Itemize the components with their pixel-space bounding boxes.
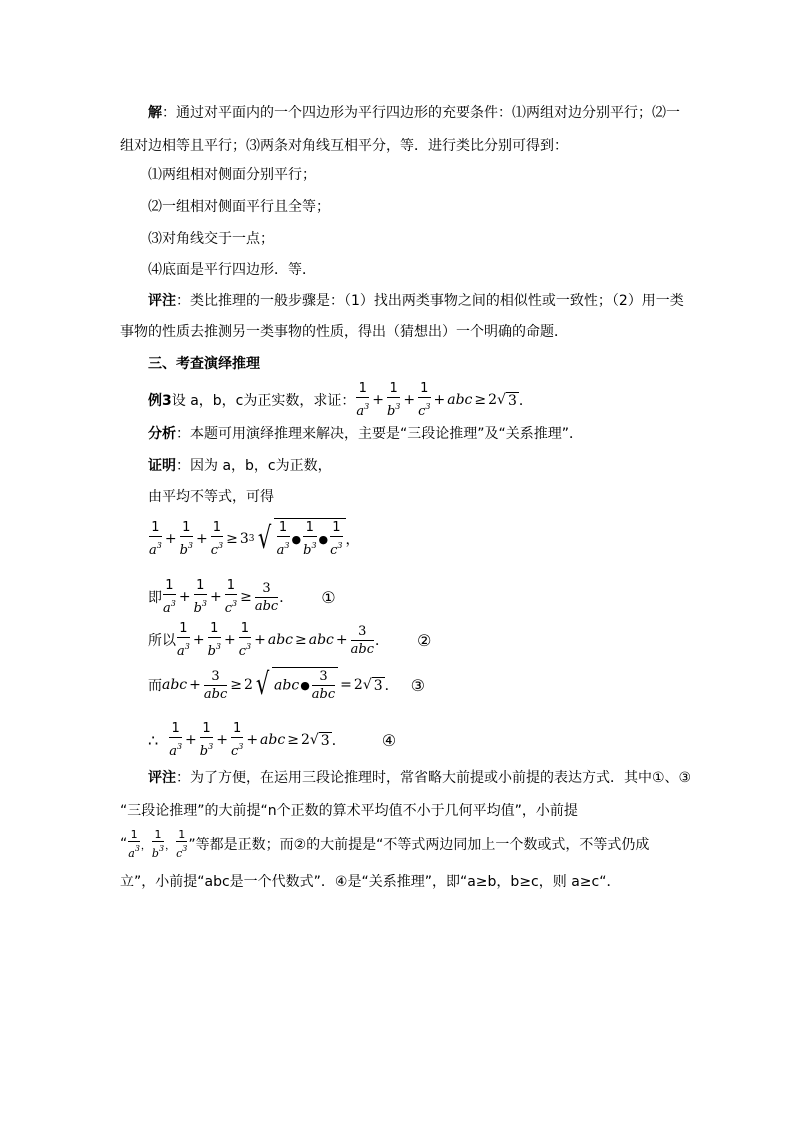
period: ．	[518, 393, 533, 409]
comma: ，	[140, 840, 151, 852]
tag-1: ①	[321, 587, 336, 607]
comma: ，	[345, 531, 360, 548]
frac-1-b3: $\frac{1}{b^3}$	[151, 828, 165, 860]
frac-1-a3: $\frac{1}{a^3}$	[163, 578, 176, 616]
solution-text-1: ：通过对平面内的一个四边形为平行四边形的充要条件：⑴两组对边分别平行；⑵一	[162, 105, 680, 121]
step-2-line	[148, 620, 431, 660]
proof-line-2: 由平均不等式，可得	[148, 489, 274, 505]
plus: +	[246, 732, 259, 748]
cube-root-sign: √	[257, 520, 271, 556]
note2-text-1: ：为了方便，在运用三段论推理时，常省略大前提或小前提的表达方式．其中①、③	[176, 770, 692, 786]
analysis-label: 分析	[148, 426, 176, 442]
two: 2	[243, 677, 253, 693]
abc: abc	[447, 392, 473, 408]
solution-line-1	[148, 103, 680, 123]
item-1: ⑴两组相对侧面分别平行；	[148, 167, 316, 183]
root-index: 3	[248, 533, 255, 544]
frac-1-b3: $\frac{1}{b^3}$	[386, 381, 401, 419]
tag-3: ③	[410, 675, 425, 695]
step-3-line	[148, 665, 425, 705]
plus: +	[185, 732, 197, 748]
abc: abc	[162, 677, 188, 693]
abc: abc	[260, 732, 286, 748]
frac-3-abc: $\frac{3}{\text{abc}}$	[203, 668, 228, 702]
plus: +	[254, 632, 266, 648]
two: 2	[353, 677, 363, 693]
plus: +	[403, 392, 416, 408]
frac-1-c3: $\frac{1}{c^3}$	[224, 578, 238, 616]
abc: abc	[308, 632, 334, 648]
sqrt-radicand: 3	[373, 677, 383, 694]
amgm-line	[148, 518, 360, 559]
plus: +	[189, 677, 201, 693]
er-text: 而	[148, 678, 162, 694]
frac-1-b3: $\frac{1}{b^3}$	[193, 578, 208, 616]
example-label: 例3	[148, 393, 172, 409]
note2-label: 评注	[148, 770, 176, 786]
frac-1-c3: $\frac{1}{c^3}$	[238, 621, 252, 659]
period: ．	[375, 633, 389, 649]
item-2: ⑵一组相对侧面平行且全等；	[148, 199, 330, 215]
frac-3-abc: $\frac{3}{\text{abc}}$	[350, 623, 374, 657]
note2-text-3: ”等都是正数；而②的大前提是“不等式两边同加上一个数或式，不等式仍成	[188, 837, 650, 853]
abc: abc	[274, 677, 300, 694]
two: 2	[488, 392, 498, 408]
comma: ，	[165, 840, 176, 852]
step-4-line	[148, 720, 396, 760]
proof-text: ：因为 a，b，c为正数，	[176, 458, 332, 474]
two: 2	[300, 732, 310, 748]
analysis-line	[148, 424, 583, 444]
note2-line-1	[148, 768, 691, 788]
frac-3-abc: $\frac{3}{\text{abc}}$	[254, 580, 279, 614]
note1-label: 评注	[148, 293, 176, 309]
geq: ≥	[230, 677, 242, 693]
note1-line-2: 事物的性质去推测另一类事物的性质，得出（猜想出）一个明确的命题．	[120, 324, 568, 340]
sqrt-sign: √	[309, 732, 319, 748]
sqrt-radicand: 3	[507, 392, 517, 409]
frac-1-a3: $\frac{1}{a^3}$	[128, 828, 140, 860]
frac-1-c3: $\frac{1}{c^3}$	[176, 828, 188, 860]
step-1-line	[148, 577, 336, 617]
dot: ●	[291, 532, 302, 546]
item-3: ⑶对角线交于一点；	[148, 231, 274, 247]
frac-1-a3: $\frac{1}{a^3}$	[169, 721, 183, 759]
frac-1-b3: $\frac{1}{b^3}$	[303, 520, 317, 558]
note2-line-3	[120, 828, 649, 860]
frac-1-a3: $\frac{1}{a^3}$	[276, 520, 290, 558]
open-quote: “	[120, 836, 128, 852]
geq: ≥	[287, 732, 299, 748]
frac-3-abc: $\frac{3}{\text{abc}}$	[311, 669, 336, 702]
plus: +	[164, 530, 177, 547]
frac-1-a3: $\frac{1}{a^3}$	[149, 519, 162, 558]
geq: ≥	[295, 632, 307, 648]
solution-line-2	[120, 136, 568, 156]
sqrt-radicand	[272, 667, 338, 703]
ji-text: 即	[148, 590, 162, 606]
example-line	[148, 380, 533, 420]
dot: ●	[318, 532, 329, 546]
geq: ≥	[240, 589, 252, 605]
item-4: ⑷底面是平行四边形．等．	[148, 262, 316, 278]
therefore-symbol: ∴	[148, 730, 159, 750]
frac-1-b3: $\frac{1}{b^3}$	[199, 721, 214, 759]
plus: +	[210, 589, 222, 605]
equals: =	[340, 677, 352, 693]
solution-label: 解	[148, 105, 162, 121]
frac-1-a3: $\frac{1}{a^3}$	[356, 381, 370, 419]
coef-3: 3	[239, 530, 249, 547]
analysis-text: ：本题可用演绎推理来解决，主要是“三段论推理”及“关系推理”．	[176, 426, 584, 442]
section-heading: 三、考查演绎推理	[148, 356, 260, 372]
plus: +	[192, 632, 205, 648]
tag-2: ②	[417, 630, 432, 650]
frac-1-c3: $\frac{1}{c^3}$	[210, 519, 224, 558]
note2-line-2: “三段论推理”的大前提“n个正数的算术平均值不小于几何平均值”，小前提	[120, 803, 578, 819]
frac-1-b3: $\frac{1}{b^3}$	[207, 621, 222, 659]
abc: abc	[267, 632, 294, 648]
sqrt-sign: √	[497, 392, 506, 408]
geq: ≥	[226, 530, 238, 547]
note1-line-1	[148, 291, 684, 311]
sqrt-sign: √	[255, 667, 270, 702]
geq: ≥	[474, 392, 487, 408]
plus: +	[216, 732, 228, 748]
proof-line	[148, 456, 332, 476]
period: ．	[279, 590, 294, 606]
plus: +	[335, 632, 348, 648]
note1-text-1: ：类比推理的一般步骤是：（1）找出两类事物之间的相似性或一致性；（2）用一类	[176, 293, 684, 309]
suoyi-text: 所以	[148, 633, 176, 649]
plus: +	[224, 632, 236, 648]
note2-line-4: 立”，小前提“abc是一个代数式”．④是“关系推理”，即“a≥b，b≥c，则 a≥c“．	[120, 874, 621, 890]
cube-root-radicand	[274, 518, 346, 559]
period: ．	[331, 733, 346, 749]
plus: +	[178, 589, 191, 605]
plus: +	[372, 392, 384, 408]
frac-1-c3: $\frac{1}{c^3}$	[330, 520, 343, 558]
proof-label: 证明	[148, 458, 176, 474]
sqrt-radicand: 3	[320, 732, 330, 749]
sqrt-sign: √	[362, 677, 372, 693]
frac-1-c3: $\frac{1}{c^3}$	[230, 721, 244, 759]
plus: +	[433, 392, 446, 408]
tag-4: ④	[381, 730, 397, 750]
example-text: 设 a，b，c为正实数，求证：	[171, 393, 356, 409]
solution-text-2: 组对边相等且平行；⑶两条对角线互相平分，等．进行类比分别可得到：	[120, 138, 568, 154]
plus: +	[196, 530, 208, 547]
dot: ●	[300, 679, 310, 692]
period: ．	[384, 678, 399, 694]
frac-1-c3: $\frac{1}{c^3}$	[418, 381, 431, 419]
frac-1-a3: $\frac{1}{a^3}$	[177, 621, 190, 659]
frac-1-b3: $\frac{1}{b^3}$	[179, 519, 194, 558]
